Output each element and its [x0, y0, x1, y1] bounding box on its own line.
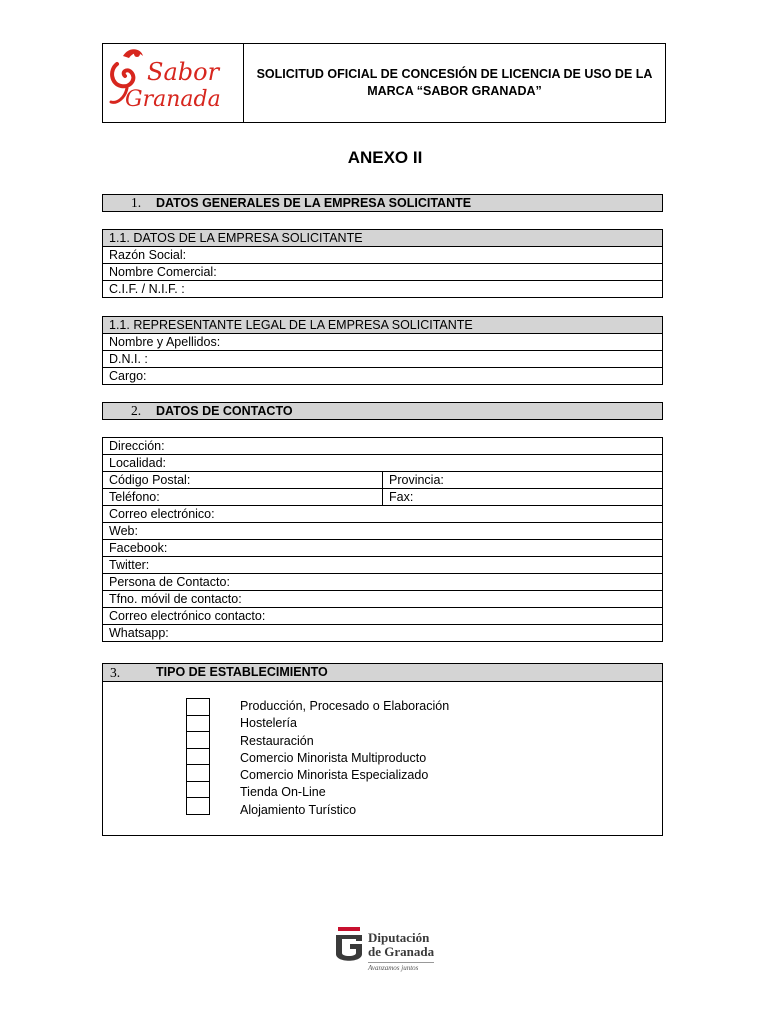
- field-cargo[interactable]: Cargo:: [103, 368, 663, 385]
- field-direccion[interactable]: Dirección:: [103, 438, 663, 455]
- field-nombre-apellidos[interactable]: Nombre y Apellidos:: [103, 334, 663, 351]
- section-2-bar: [102, 402, 663, 420]
- section-1-bar: [102, 194, 663, 212]
- section-3-bar: [102, 663, 663, 682]
- field-codigo-postal[interactable]: Código Postal:: [103, 472, 383, 489]
- footer-org-name: [368, 931, 434, 959]
- sabor-granada-logo-icon: [103, 44, 242, 122]
- checkbox-produccion[interactable]: [186, 698, 210, 716]
- checkbox-restauracion[interactable]: [186, 731, 210, 749]
- establishment-options: [240, 698, 449, 819]
- checkbox-tienda-online[interactable]: [186, 781, 210, 799]
- field-dni[interactable]: D.N.I. :: [103, 351, 663, 368]
- header-box: [102, 43, 666, 123]
- footer-org-line2: de Granada: [368, 944, 435, 959]
- company-table: [102, 229, 663, 298]
- footer-org-line1: Diputación: [368, 930, 430, 945]
- option-label: Comercio Minorista Especializado: [240, 768, 429, 783]
- field-web[interactable]: Web:: [103, 523, 663, 540]
- contact-table: [102, 437, 663, 642]
- establishment-checkboxes: [186, 698, 211, 815]
- field-fax[interactable]: Fax:: [383, 489, 663, 506]
- representative-table-heading: 1.1. REPRESENTANTE LEGAL DE LA EMPRESA SOLICITANTE: [103, 317, 663, 334]
- form-title-line1: SOLICITUD OFICIAL DE CONCESIÓN DE LICENCIA DE USO DE LA: [256, 67, 653, 81]
- option-label: Comercio Minorista Multiproducto: [240, 750, 427, 765]
- field-twitter[interactable]: Twitter:: [103, 557, 663, 574]
- option-label: Producción, Procesado o Elaboración: [240, 699, 450, 713]
- diputacion-granada-logo: [334, 925, 444, 975]
- section-2-number: 2.: [131, 403, 142, 418]
- field-telefono[interactable]: Teléfono:: [103, 489, 383, 506]
- field-localidad[interactable]: Localidad:: [103, 455, 663, 472]
- field-razon-social[interactable]: Razón Social:: [103, 247, 663, 264]
- checkbox-comercio-especializado[interactable]: [186, 764, 210, 782]
- option-label: Alojamiento Turístico: [240, 802, 357, 817]
- diputacion-emblem-icon: [334, 927, 364, 963]
- field-facebook[interactable]: Facebook:: [103, 540, 663, 557]
- footer-tagline: Avanzamos juntos: [368, 962, 434, 972]
- form-title-line2: MARCA “SABOR GRANADA”: [367, 84, 542, 98]
- checkbox-comercio-multiproducto[interactable]: [186, 748, 210, 766]
- section-1-number: 1.: [131, 195, 142, 210]
- field-nombre-comercial[interactable]: Nombre Comercial:: [103, 264, 663, 281]
- field-persona-contacto[interactable]: Persona de Contacto:: [103, 574, 663, 591]
- svg-text:Sabor: Sabor: [147, 58, 220, 86]
- option-label: Restauración: [240, 733, 314, 748]
- field-cif-nif[interactable]: C.I.F. / N.I.F. :: [103, 281, 663, 298]
- sabor-granada-logo: [103, 44, 244, 122]
- field-tfno-movil[interactable]: Tfno. móvil de contacto:: [103, 591, 663, 608]
- field-correo[interactable]: Correo electrónico:: [103, 506, 663, 523]
- section-3-title: TIPO DE ESTABLECIMIENTO: [156, 665, 328, 679]
- section-1-title: DATOS GENERALES DE LA EMPRESA SOLICITANTE: [156, 196, 472, 210]
- form-title: [244, 44, 665, 122]
- company-table-heading: 1.1. DATOS DE LA EMPRESA SOLICITANTE: [103, 230, 663, 247]
- field-correo-contacto[interactable]: Correo electrónico contacto:: [103, 608, 663, 625]
- section-3-number: 3.: [110, 665, 121, 680]
- option-label: Tienda On-Line: [240, 785, 326, 800]
- field-whatsapp[interactable]: Whatsapp:: [103, 625, 663, 642]
- annex-title: ANEXO II: [347, 148, 423, 167]
- field-provincia[interactable]: Provincia:: [383, 472, 663, 489]
- checkbox-alojamiento[interactable]: [186, 797, 210, 815]
- svg-text:Granada: Granada: [125, 87, 221, 112]
- option-label: Hostelería: [240, 716, 297, 731]
- checkbox-hosteleria[interactable]: [186, 715, 210, 733]
- section-2-title: DATOS DE CONTACTO: [156, 404, 293, 418]
- representative-table: [102, 316, 663, 385]
